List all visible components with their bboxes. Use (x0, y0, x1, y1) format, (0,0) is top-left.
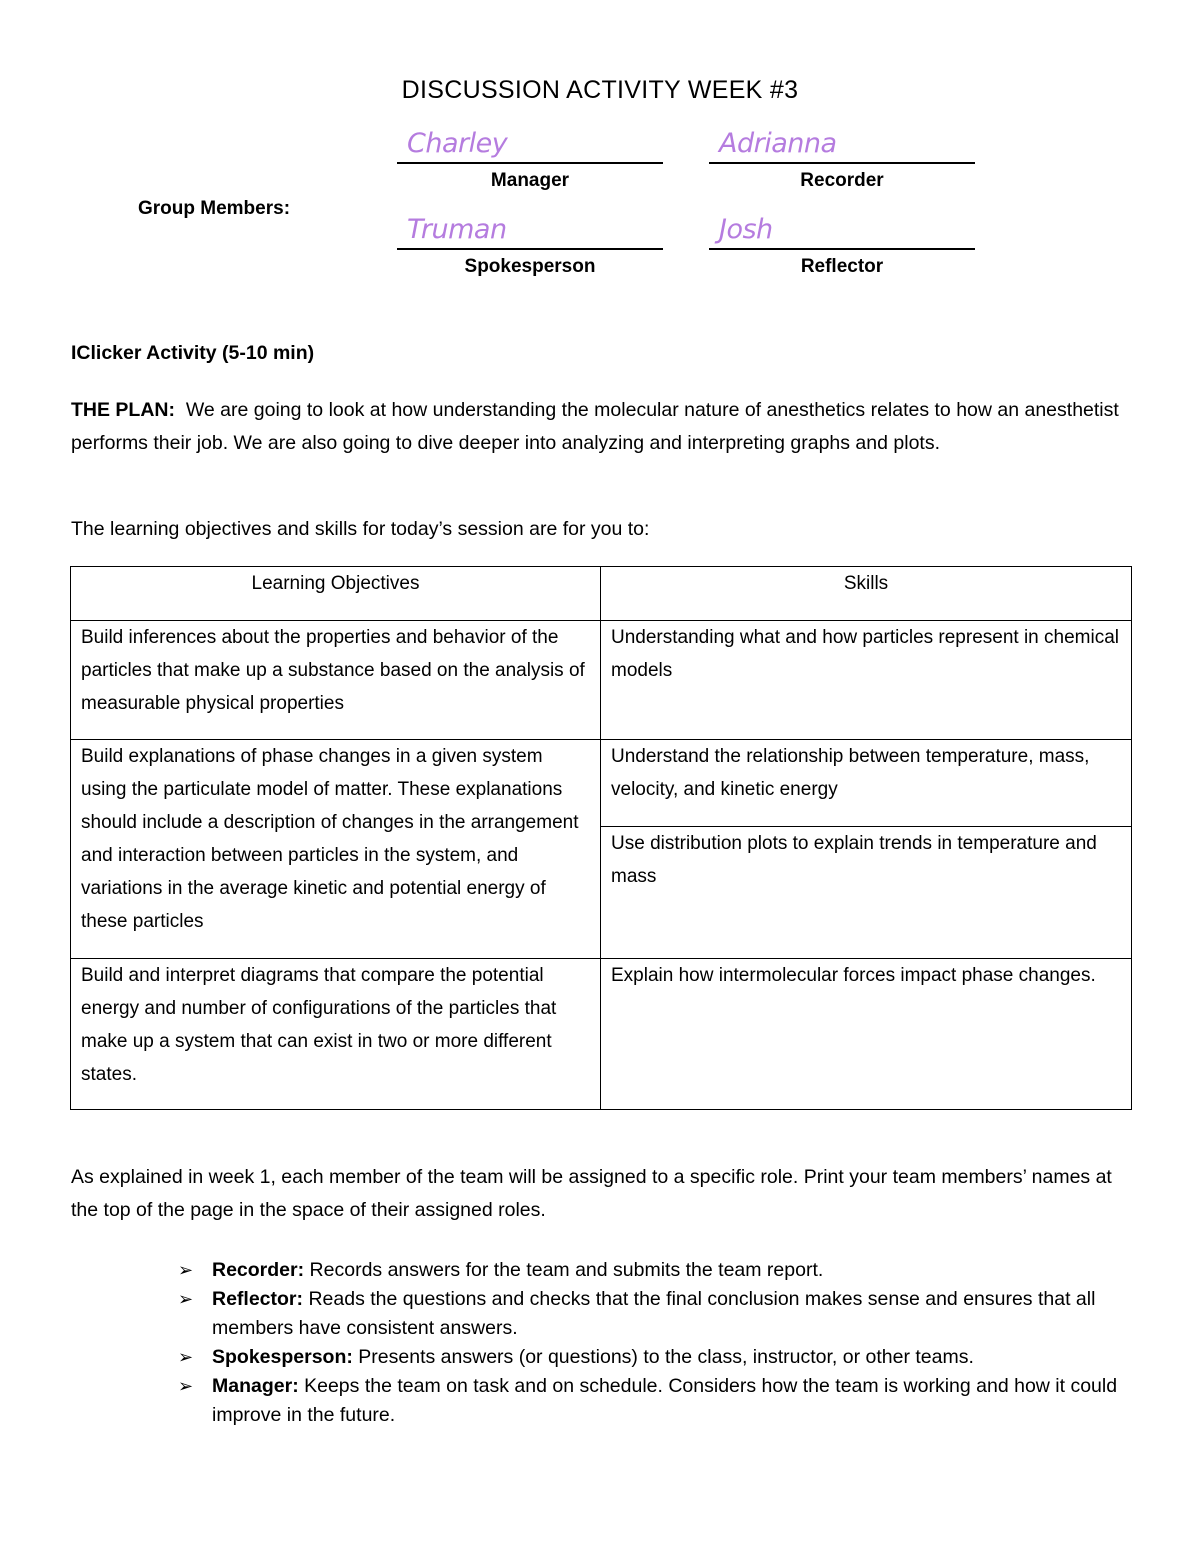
role-term: Reflector: (212, 1288, 304, 1310)
role-desc: Reads the questions and checks that the final conclusion makes sense and ensures that all members have consistent answers. (212, 1288, 1096, 1339)
objectives-table (70, 566, 1132, 1110)
member-name-field[interactable]: Charley (397, 124, 663, 164)
skill-cell: Use distribution plots to explain trends in temperature and mass (601, 827, 1132, 959)
skill-cell: Explain how intermolecular forces impact phase changes. (601, 959, 1132, 1110)
page-title: DISCUSSION ACTIVITY WEEK #3 (401, 76, 799, 104)
list-item (178, 1372, 1118, 1430)
arrow-bullet-icon: ➢ (178, 1260, 194, 1280)
table-row (71, 959, 1132, 1110)
member-name-field[interactable]: Adrianna (709, 124, 975, 164)
objective-cell: Build inferences about the properties and behavior of the particles that make up a substance based on the analysis of measurable physical properties (71, 621, 601, 740)
arrow-bullet-icon: ➢ (178, 1347, 194, 1367)
skill-cell: Understanding what and how particles represent in chemical models (601, 621, 1132, 740)
plan-label: THE PLAN: (71, 399, 175, 421)
member-role-label: Recorder (800, 170, 884, 191)
role-desc: Presents answers (or questions) to the class, instructor, or other teams. (358, 1346, 974, 1368)
member-reflector (709, 210, 975, 278)
roles-intro: As explained in week 1, each member of the team will be assigned to a specific role. Print your team members’ names at the top of the page in the space of their assigned roles. (71, 1166, 1112, 1221)
arrow-bullet-icon: ➢ (178, 1376, 194, 1396)
table-row (71, 621, 1132, 740)
objective-cell: Build explanations of phase changes in a given system using the particulate model of matter. These explanations should include a description of changes in the arrangement and interaction between particles in the system, and variations in the average kinetic and potential energy of these particles (71, 740, 601, 959)
member-role-label: Spokesperson (464, 256, 596, 277)
roles-list (178, 1256, 1118, 1430)
role-term: Spokesperson: (212, 1346, 353, 1368)
role-term: Manager: (212, 1375, 299, 1397)
role-term: Recorder: (212, 1259, 305, 1281)
member-role-label: Reflector (800, 256, 884, 277)
plan-paragraph (71, 394, 1131, 460)
skill-cell: Understand the relationship between temperature, mass, velocity, and kinetic energy (601, 740, 1132, 827)
table-row (71, 740, 1132, 827)
plan-text: We are going to look at how understanding the molecular nature of anesthetics relates to how an anesthetist performs their job. We are also going to dive deeper into analyzing and interpreting graphs and plots. (71, 399, 1119, 454)
list-item (178, 1343, 1118, 1372)
role-desc: Records answers for the team and submits the team report. (309, 1259, 824, 1281)
activity-heading: IClicker Activity (5-10 min) (71, 342, 315, 364)
member-role-label: Manager (490, 170, 570, 191)
member-manager (397, 124, 663, 192)
objective-cell: Build and interpret diagrams that compare the potential energy and number of configurations of the particles that make up a system that can exist in two or more different states. (71, 959, 601, 1110)
member-recorder (709, 124, 975, 192)
table-header-row (71, 567, 1132, 621)
role-desc: Keeps the team on task and on schedule. Considers how the team is working and how it could improve in the future. (212, 1375, 1118, 1426)
list-item (178, 1285, 1118, 1343)
list-item (178, 1256, 1118, 1285)
objectives-intro: The learning objectives and skills for today’s session are for you to: (71, 518, 650, 540)
member-name-field[interactable]: Josh (709, 210, 975, 250)
member-spokesperson (397, 210, 663, 278)
arrow-bullet-icon: ➢ (178, 1289, 194, 1309)
member-name-field[interactable]: Truman (397, 210, 663, 250)
table-header-cell: Skills (601, 567, 1132, 621)
table-header-cell: Learning Objectives (71, 567, 601, 621)
group-members-label: Group Members: (138, 198, 291, 219)
